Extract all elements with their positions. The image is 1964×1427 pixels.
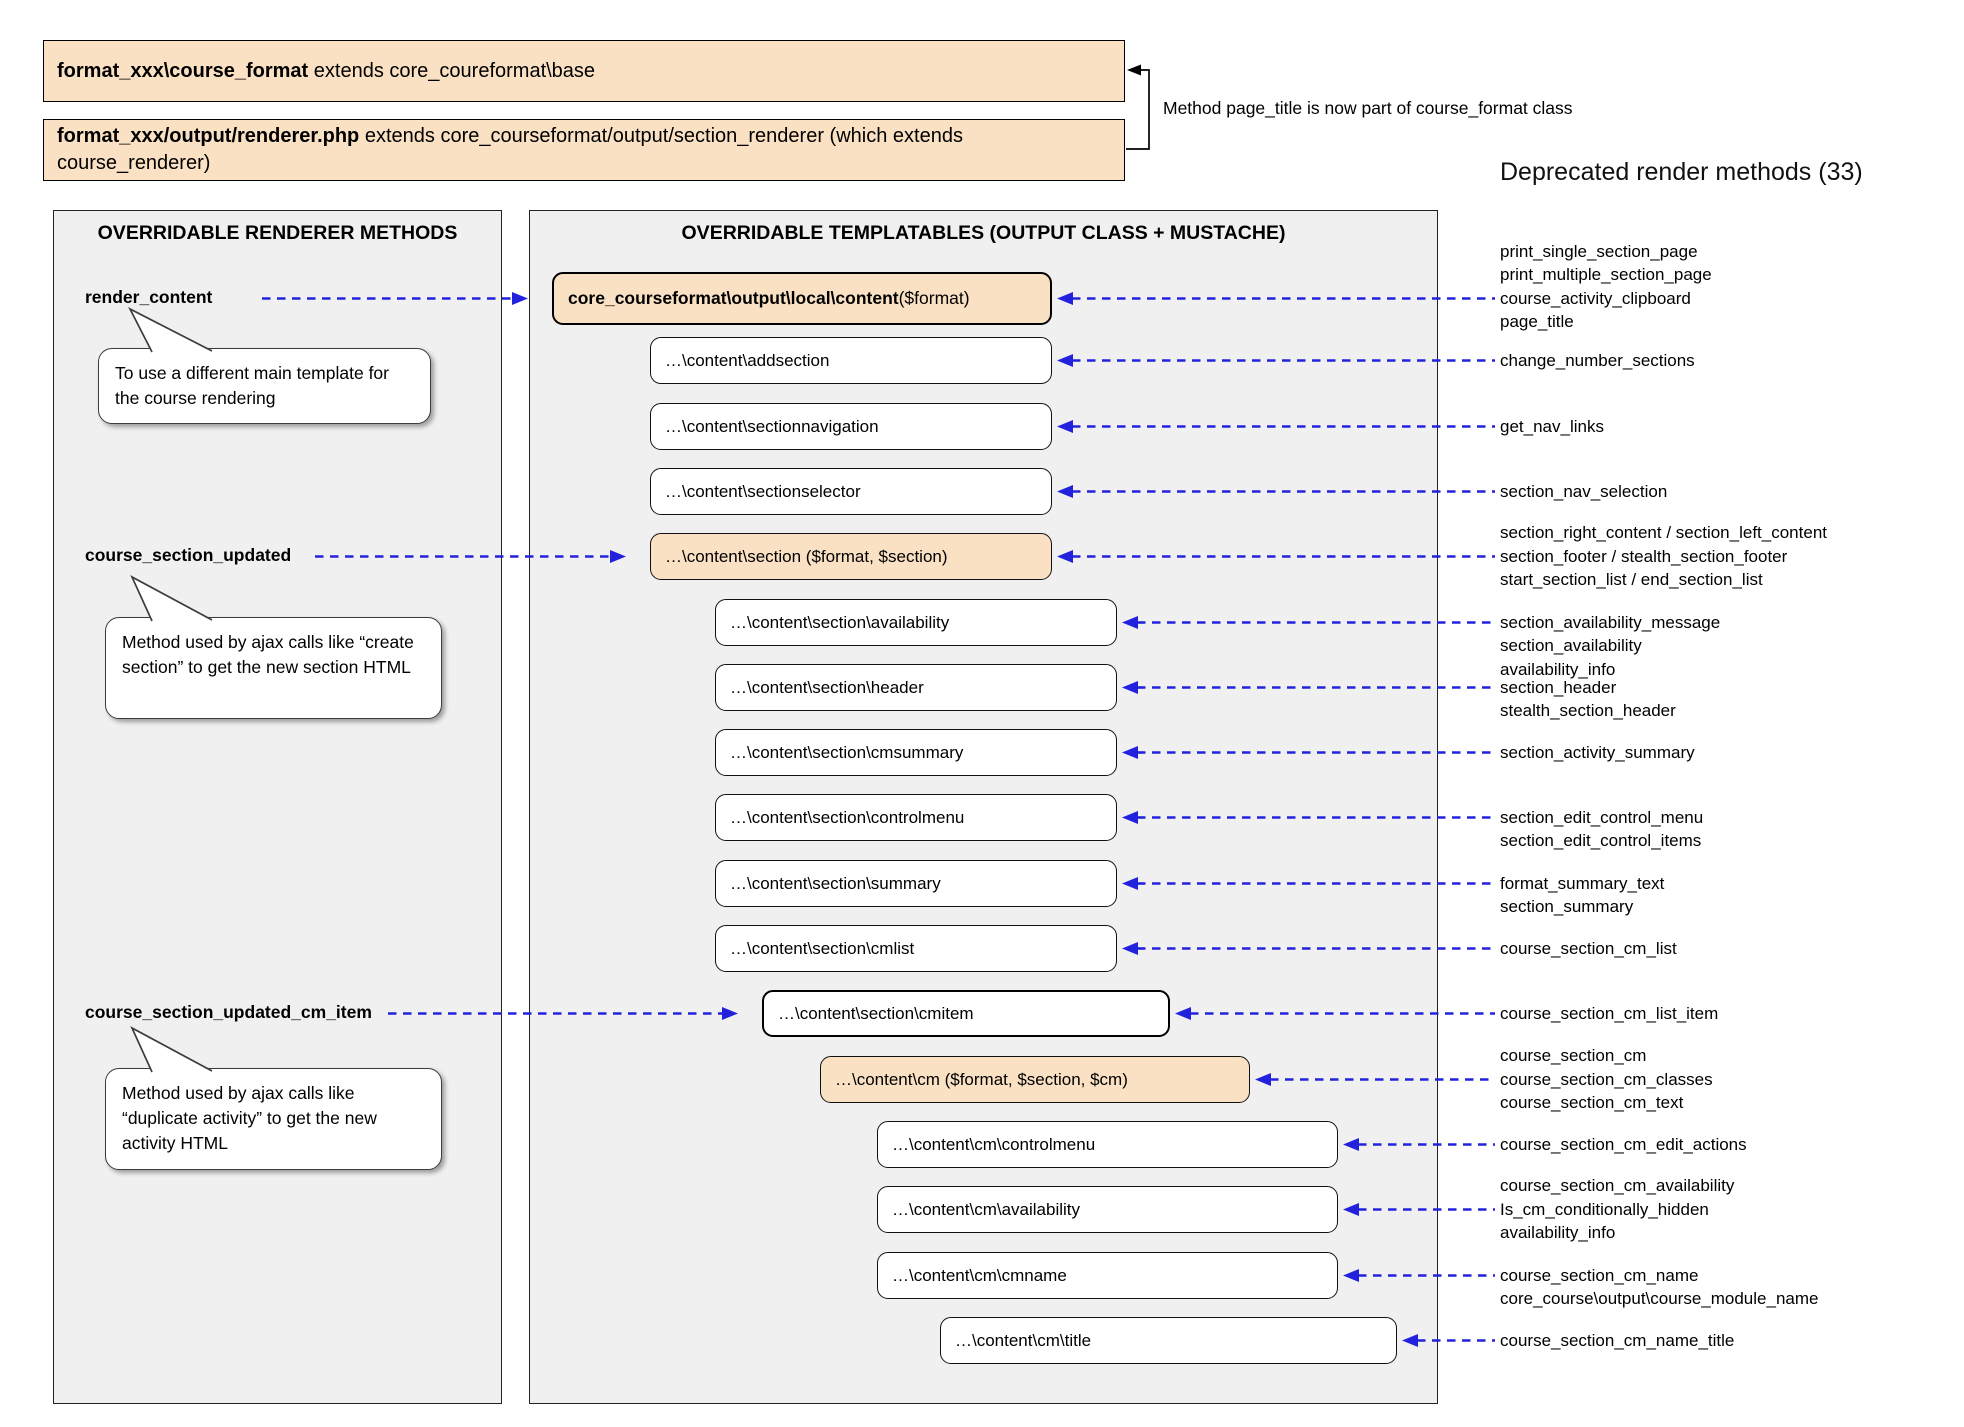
deprecated-method-course-section-cm-name-title: course_section_cm_name_title [1500, 1330, 1735, 1350]
deprecated-method-section-edit-control-menu: section_edit_control_menu [1500, 807, 1704, 827]
deprecated-method-course-section-cm-list: course_section_cm_list [1500, 938, 1677, 958]
deprecated-method-availability-info: availability_info [1500, 1223, 1616, 1242]
deprecated-method-group-5 [1500, 521, 1827, 592]
templatable-box-content-section-cmitem: …\content\section\cmitem [762, 990, 1170, 1037]
deprecated-method-group-6 [1500, 611, 1720, 682]
renderer-methods-panel-title: OVERRIDABLE RENDERER METHODS [97, 222, 458, 244]
deprecated-method-availability-info: availability_info [1500, 659, 1616, 679]
deprecated-method-section-right-content-section-left-content: section_right_content / section_left_content [1500, 523, 1827, 542]
templatable-box-content-section-cmlist: …\content\section\cmlist [715, 925, 1117, 972]
deprecated-method-group-9 [1500, 806, 1703, 853]
renderer-method-label-course-section-updated-cm-item: course_section_updated_cm_item [85, 1001, 372, 1022]
deprecated-method-section-availability-message: section_availability_message [1500, 612, 1721, 632]
deprecated-method-section-footer-stealth-section-footer: section_footer / stealth_section_footer [1500, 546, 1788, 566]
deprecated-method-stealth-section-header: stealth_section_header [1500, 701, 1676, 720]
templatable-box-content-section-availability: …\content\section\availability [715, 599, 1117, 646]
course-format-class-name: format_xxx\course_format [57, 59, 309, 82]
templatable-box-content-section-cmsummary: …\content\section\cmsummary [715, 729, 1117, 776]
renderer-class-extends: extends core_courseformat/output/section_renderer (which extends course_renderer) [57, 125, 963, 174]
renderer-class-name: format_xxx/output/renderer.php [57, 125, 360, 147]
renderer-method-label-render-content: render_content [85, 286, 213, 307]
deprecated-method-group-2 [1500, 349, 1695, 373]
deprecated-method-section-availability: section_availability [1500, 636, 1642, 655]
deprecated-method-group-15 [1500, 1174, 1734, 1245]
deprecated-method-group-4 [1500, 480, 1667, 504]
templatable-box-content-addsection: …\content\addsection [650, 337, 1052, 384]
deprecated-method-print-multiple-section-page: print_multiple_section_page [1500, 265, 1712, 284]
templatables-panel-title: OVERRIDABLE TEMPLATABLES (OUTPUT CLASS + MUSTACHE) [681, 222, 1286, 244]
deprecated-method-course-section-cm: course_section_cm [1500, 1046, 1647, 1065]
deprecated-method-group-17 [1500, 1329, 1734, 1353]
method-note-bubble-course-section-updated: Method used by ajax calls like “create section” to get the new section HTML [105, 617, 442, 719]
deprecated-method-course-section-cm-name: course_section_cm_name [1500, 1265, 1699, 1285]
deprecated-method-group-12 [1500, 1002, 1718, 1026]
deprecated-method-core-course-output-course-module-name: core_course\output\course_module_name [1500, 1289, 1819, 1308]
deprecated-method-is-cm-conditionally-hidden: Is_cm_conditionally_hidden [1500, 1199, 1709, 1219]
renderer-method-label-course-section-updated: course_section_updated [85, 544, 292, 565]
templatable-box-content-cm-availability: …\content\cm\availability [877, 1186, 1338, 1233]
deprecated-method-group-11 [1500, 937, 1677, 961]
templatable-box-content-cm-title: …\content\cm\title [940, 1317, 1397, 1364]
arrowhead-right-icon [512, 292, 528, 305]
renderer-class-box [43, 119, 1125, 181]
deprecated-method-group-16 [1500, 1264, 1818, 1311]
deprecated-method-section-nav-selection: section_nav_selection [1500, 481, 1668, 501]
page-title-note: Method page_title is now part of course_format class [1163, 98, 1573, 118]
deprecated-method-course-section-cm-availability: course_section_cm_availability [1500, 1176, 1735, 1195]
renderer-class-text [44, 119, 1124, 181]
templatable-box-content-cm-cmname: …\content\cm\cmname [877, 1252, 1338, 1299]
deprecated-method-course-section-cm-classes: course_section_cm_classes [1500, 1069, 1713, 1089]
deprecated-method-course-section-cm-text: course_section_cm_text [1500, 1093, 1684, 1112]
deprecated-method-section-summary: section_summary [1500, 897, 1634, 916]
deprecated-method-course-activity-clipboard: course_activity_clipboard [1500, 288, 1691, 308]
deprecated-method-get-nav-links: get_nav_links [1500, 416, 1604, 436]
templatable-class-args: ($format) [898, 288, 970, 308]
deprecated-method-page-title: page_title [1500, 312, 1574, 331]
course-format-class-box [43, 40, 1125, 102]
course-format-class-extends: extends core_coureformat\base [308, 59, 596, 82]
course-format-class-text [44, 54, 685, 89]
deprecated-method-course-section-cm-edit-actions: course_section_cm_edit_actions [1500, 1134, 1747, 1154]
deprecated-method-section-activity-summary: section_activity_summary [1500, 742, 1695, 762]
templatable-box-content-sectionselector: …\content\sectionselector [650, 468, 1052, 515]
templatable-box-content-cm-controlmenu: …\content\cm\controlmenu [877, 1121, 1338, 1168]
deprecated-method-group-8 [1500, 741, 1695, 765]
templatable-box-content-section-controlmenu: …\content\section\controlmenu [715, 794, 1117, 841]
deprecated-method-change-number-sections: change_number_sections [1500, 350, 1695, 370]
templatable-box-content-section-header: …\content\section\header [715, 664, 1117, 711]
deprecated-methods-heading: Deprecated render methods (33) [1500, 158, 1863, 186]
class-relation-bracket [1126, 70, 1149, 149]
templatable-box-content-sectionnavigation: …\content\sectionnavigation [650, 403, 1052, 450]
deprecated-method-group-7 [1500, 676, 1676, 723]
templatable-box-content-section-format-section: …\content\section ($format, $section) [650, 533, 1052, 580]
deprecated-method-group-1 [1500, 240, 1712, 334]
deprecated-method-group-10 [1500, 872, 1664, 919]
templatable-box-core-courseformat-output-local-content [552, 272, 1052, 325]
deprecated-method-print-single-section-page: print_single_section_page [1500, 241, 1698, 261]
method-note-bubble-render-content: To use a different main template for the course rendering [98, 348, 431, 424]
method-note-bubble-course-section-updated-cm-item: Method used by ajax calls like “duplicate activity” to get the new activity HTML [105, 1068, 442, 1170]
templatable-class-name: core_courseformat\output\local\content [568, 288, 899, 308]
templatable-box-content-section-summary: …\content\section\summary [715, 860, 1117, 907]
deprecated-method-section-header: section_header [1500, 677, 1617, 697]
bracket-arrowhead-icon [1127, 65, 1141, 76]
deprecated-method-group-13 [1500, 1044, 1713, 1115]
templatable-box-content-cm-format-section-cm: …\content\cm ($format, $section, $cm) [820, 1056, 1250, 1103]
deprecated-method-section-edit-control-items: section_edit_control_items [1500, 831, 1702, 850]
deprecated-method-group-3 [1500, 415, 1604, 439]
deprecated-method-course-section-cm-list-item: course_section_cm_list_item [1500, 1003, 1719, 1023]
deprecated-method-start-section-list-end-section-list: start_section_list / end_section_list [1500, 570, 1763, 589]
deprecated-method-group-14 [1500, 1133, 1747, 1157]
deprecated-method-format-summary-text: format_summary_text [1500, 873, 1665, 893]
